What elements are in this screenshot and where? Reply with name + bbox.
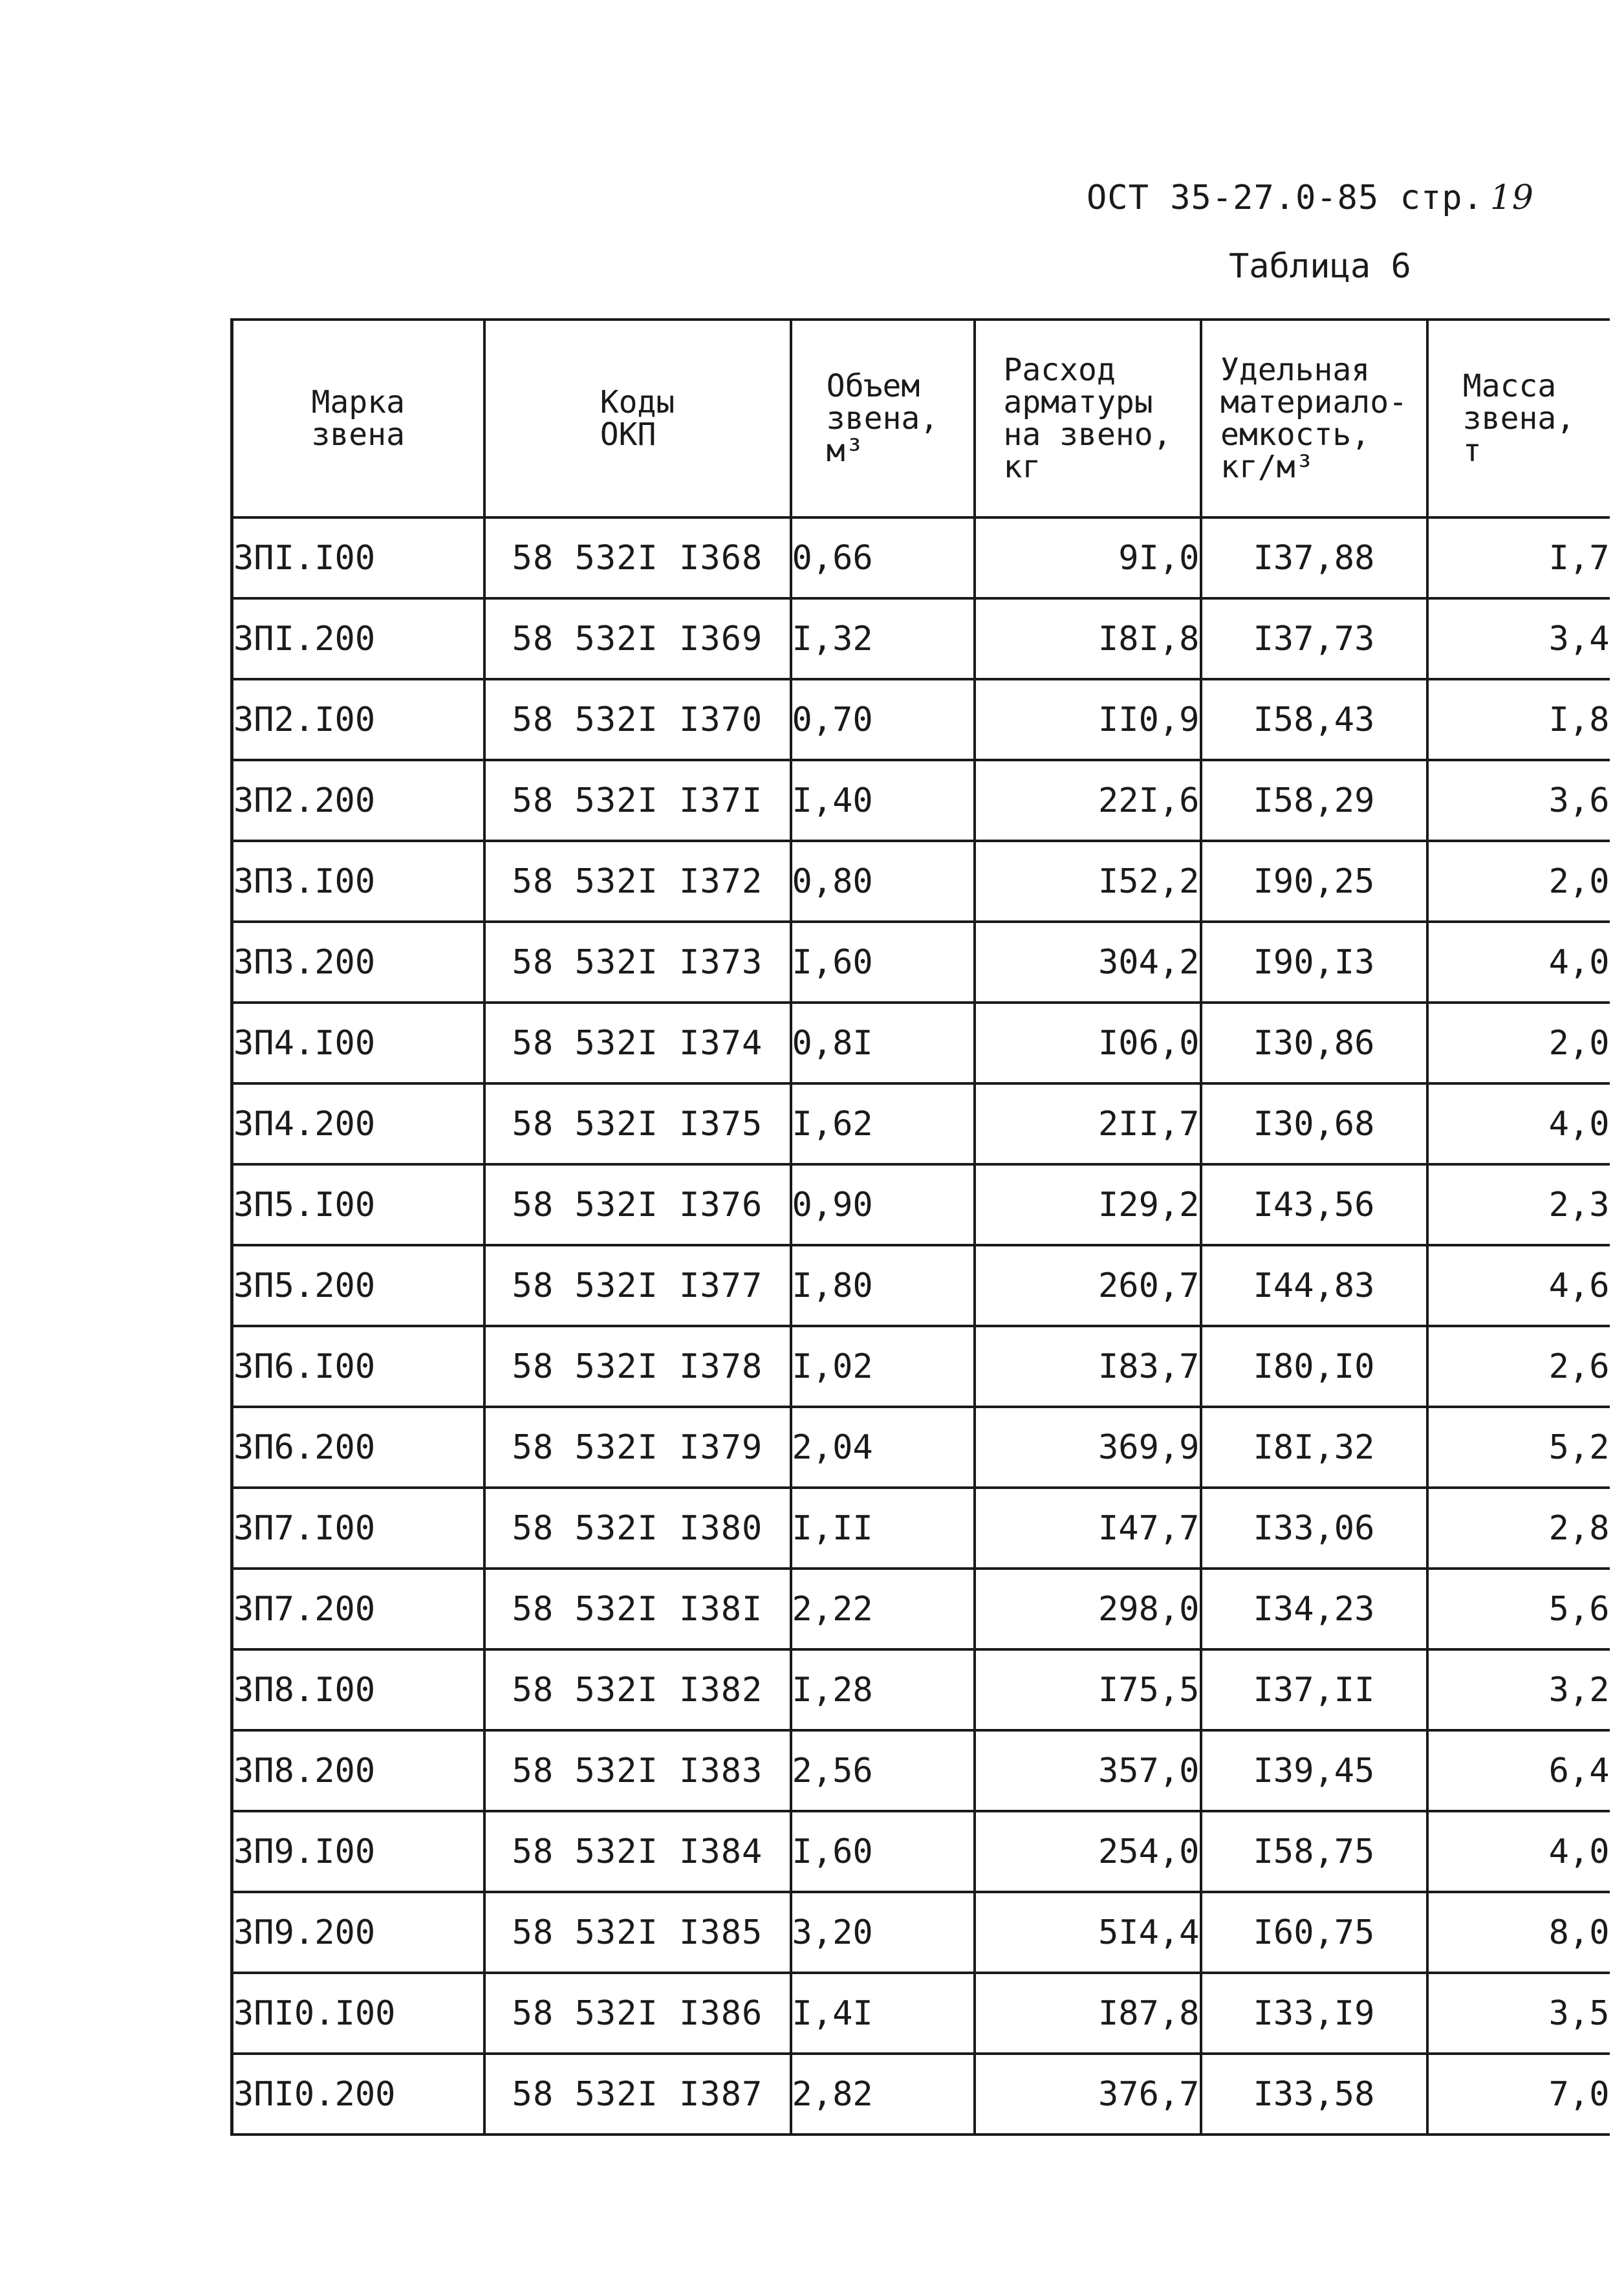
cell-mass: 4,6 [1427,1245,1610,1326]
cell-specific-material: I58,75 [1201,1811,1427,1892]
cell-rebar: 5I4,4 [975,1892,1201,1973]
cell-mass: I,8 [1427,679,1610,760]
cell-volume: 2,82 [791,2054,975,2135]
cell-rebar: I75,5 [975,1649,1201,1730]
column-header-mass: Масса звена, т [1462,368,1575,469]
cell-rebar: 376,7 [975,2054,1201,2135]
cell-rebar: 254,0 [975,1811,1201,1892]
table-row [232,1488,1610,1569]
table-header-row [232,320,1610,517]
column-header-volume: Объем звена, м³ [826,368,939,469]
cell-mark: ЗП3.200 [232,922,484,1003]
table-row [232,1649,1610,1730]
cell-specific-material: I37,88 [1201,517,1427,598]
cell-mass: 3,4 [1427,598,1610,679]
cell-mark: ЗП3.I00 [232,841,484,922]
table-row [232,841,1610,922]
table-row [232,1811,1610,1892]
table-row [232,1326,1610,1407]
cell-rebar: I29,2 [975,1164,1201,1245]
cell-mark: ЗП2.I00 [232,679,484,760]
cell-volume: 0,8I [791,1003,975,1083]
cell-okp-code: 58 532I I384 [484,1811,791,1892]
cell-mass: 7,0 [1427,2054,1610,2135]
cell-specific-material: I34,23 [1201,1569,1427,1649]
cell-specific-material: I37,II [1201,1649,1427,1730]
cell-rebar: 9I,0 [975,517,1201,598]
cell-okp-code: 58 532I I37I [484,760,791,841]
header-cell [1427,320,1610,517]
cell-mark: ЗП2.200 [232,760,484,841]
cell-okp-code: 58 532I I377 [484,1245,791,1326]
cell-mass: 8,0 [1427,1892,1610,1973]
cell-specific-material: I33,58 [1201,2054,1427,2135]
specification-table [230,318,1610,2136]
cell-mass: 4,0 [1427,1811,1610,1892]
cell-volume: I,32 [791,598,975,679]
cell-mass: 2,0 [1427,1003,1610,1083]
cell-mass: 3,5 [1427,1973,1610,2054]
cell-rebar: 298,0 [975,1569,1201,1649]
cell-specific-material: I33,06 [1201,1488,1427,1569]
page-number: 19 [1489,179,1534,217]
cell-rebar: 260,7 [975,1245,1201,1326]
cell-volume: I,II [791,1488,975,1569]
table-row [232,1730,1610,1811]
table-body [232,517,1610,2135]
cell-specific-material: I30,86 [1201,1003,1427,1083]
column-header-specific-material: Удельная материало- емкость, кг/м³ [1220,352,1407,485]
cell-okp-code: 58 532I I373 [484,922,791,1003]
cell-okp-code: 58 532I I378 [484,1326,791,1407]
header-cell [232,320,484,517]
cell-mass: 3,2 [1427,1649,1610,1730]
cell-volume: 0,90 [791,1164,975,1245]
table-row [232,2054,1610,2135]
cell-mass: 6,4 [1427,1730,1610,1811]
cell-volume: I,80 [791,1245,975,1326]
cell-mark: ЗП7.I00 [232,1488,484,1569]
cell-volume: I,28 [791,1649,975,1730]
cell-volume: 0,66 [791,517,975,598]
cell-okp-code: 58 532I I369 [484,598,791,679]
cell-volume: 0,80 [791,841,975,922]
table-caption: Таблица 6 [1229,247,1411,286]
cell-specific-material: I90,25 [1201,841,1427,922]
cell-okp-code: 58 532I I368 [484,517,791,598]
cell-rebar: I52,2 [975,841,1201,922]
cell-mark: ЗП8.I00 [232,1649,484,1730]
cell-mark: ЗПI0.200 [232,2054,484,2135]
table-row [232,1083,1610,1164]
cell-volume: 0,70 [791,679,975,760]
cell-volume: I,02 [791,1326,975,1407]
cell-mark: ЗП7.200 [232,1569,484,1649]
cell-specific-material: I58,29 [1201,760,1427,841]
cell-mark: ЗПI.I00 [232,517,484,598]
cell-specific-material: I33,I9 [1201,1973,1427,2054]
cell-mass: 2,3 [1427,1164,1610,1245]
cell-rebar: II0,9 [975,679,1201,760]
table-row [232,1569,1610,1649]
table-row [232,1407,1610,1488]
cell-volume: I,62 [791,1083,975,1164]
table-row [232,1245,1610,1326]
header-cell [975,320,1201,517]
cell-okp-code: 58 532I I380 [484,1488,791,1569]
cell-volume: I,40 [791,760,975,841]
cell-rebar: I8I,8 [975,598,1201,679]
table-row [232,1003,1610,1083]
cell-mass: 5,2 [1427,1407,1610,1488]
cell-okp-code: 58 532I I372 [484,841,791,922]
cell-specific-material: I90,I3 [1201,922,1427,1003]
cell-rebar: I06,0 [975,1003,1201,1083]
cell-mark: ЗП4.I00 [232,1003,484,1083]
cell-mark: ЗП6.I00 [232,1326,484,1407]
cell-okp-code: 58 532I I374 [484,1003,791,1083]
standard-designation: ОСТ 35-27.0-85 стр. [1087,179,1484,217]
cell-okp-code: 58 532I I379 [484,1407,791,1488]
table-row [232,1892,1610,1973]
cell-mass: 5,6 [1427,1569,1610,1649]
cell-mark: ЗПI.200 [232,598,484,679]
cell-mass: 3,6 [1427,760,1610,841]
cell-volume: 2,04 [791,1407,975,1488]
cell-mark: ЗП5.I00 [232,1164,484,1245]
cell-okp-code: 58 532I I383 [484,1730,791,1811]
table-row [232,598,1610,679]
cell-volume: 3,20 [791,1892,975,1973]
cell-okp-code: 58 532I I382 [484,1649,791,1730]
cell-specific-material: I43,56 [1201,1164,1427,1245]
cell-specific-material: I80,I0 [1201,1326,1427,1407]
header-cell [484,320,791,517]
cell-specific-material: I60,75 [1201,1892,1427,1973]
table-row [232,517,1610,598]
table-row [232,1164,1610,1245]
cell-okp-code: 58 532I I387 [484,2054,791,2135]
table-row [232,760,1610,841]
cell-specific-material: I30,68 [1201,1083,1427,1164]
header-cell [791,320,975,517]
cell-okp-code: 58 532I I376 [484,1164,791,1245]
cell-mass: 4,0 [1427,922,1610,1003]
cell-mark: ЗП9.200 [232,1892,484,1973]
column-header-okp-code: Коды ОКП [600,384,675,453]
cell-mass: I,7 [1427,517,1610,598]
cell-mark: ЗПI0.I00 [232,1973,484,2054]
cell-volume: I,4I [791,1973,975,2054]
cell-mark: ЗП8.200 [232,1730,484,1811]
cell-mass: 2,6 [1427,1326,1610,1407]
table-row [232,1973,1610,2054]
cell-okp-code: 58 532I I386 [484,1973,791,2054]
header-cell [1201,320,1427,517]
cell-okp-code: 58 532I I370 [484,679,791,760]
cell-rebar: I47,7 [975,1488,1201,1569]
cell-mass: 2,8 [1427,1488,1610,1569]
table-row [232,679,1610,760]
cell-okp-code: 58 532I I38I [484,1569,791,1649]
cell-mark: ЗП5.200 [232,1245,484,1326]
document-header [1087,179,1534,217]
column-header-mark: Марка звена [311,384,405,453]
cell-mark: ЗП9.I00 [232,1811,484,1892]
cell-okp-code: 58 532I I375 [484,1083,791,1164]
cell-rebar: 369,9 [975,1407,1201,1488]
cell-rebar: 357,0 [975,1730,1201,1811]
cell-specific-material: I58,43 [1201,679,1427,760]
cell-okp-code: 58 532I I385 [484,1892,791,1973]
cell-mass: 2,0 [1427,841,1610,922]
cell-mark: ЗП6.200 [232,1407,484,1488]
cell-rebar: 2II,7 [975,1083,1201,1164]
table-row [232,922,1610,1003]
cell-rebar: I83,7 [975,1326,1201,1407]
cell-volume: 2,22 [791,1569,975,1649]
cell-rebar: 22I,6 [975,760,1201,841]
cell-volume: I,60 [791,1811,975,1892]
cell-specific-material: I8I,32 [1201,1407,1427,1488]
cell-rebar: 304,2 [975,922,1201,1003]
cell-rebar: I87,8 [975,1973,1201,2054]
cell-volume: 2,56 [791,1730,975,1811]
cell-mass: 4,0 [1427,1083,1610,1164]
cell-mark: ЗП4.200 [232,1083,484,1164]
cell-specific-material: I37,73 [1201,598,1427,679]
cell-specific-material: I44,83 [1201,1245,1427,1326]
column-header-rebar-consumption: Расход арматуры на звено, кг [1003,352,1172,485]
cell-volume: I,60 [791,922,975,1003]
cell-specific-material: I39,45 [1201,1730,1427,1811]
